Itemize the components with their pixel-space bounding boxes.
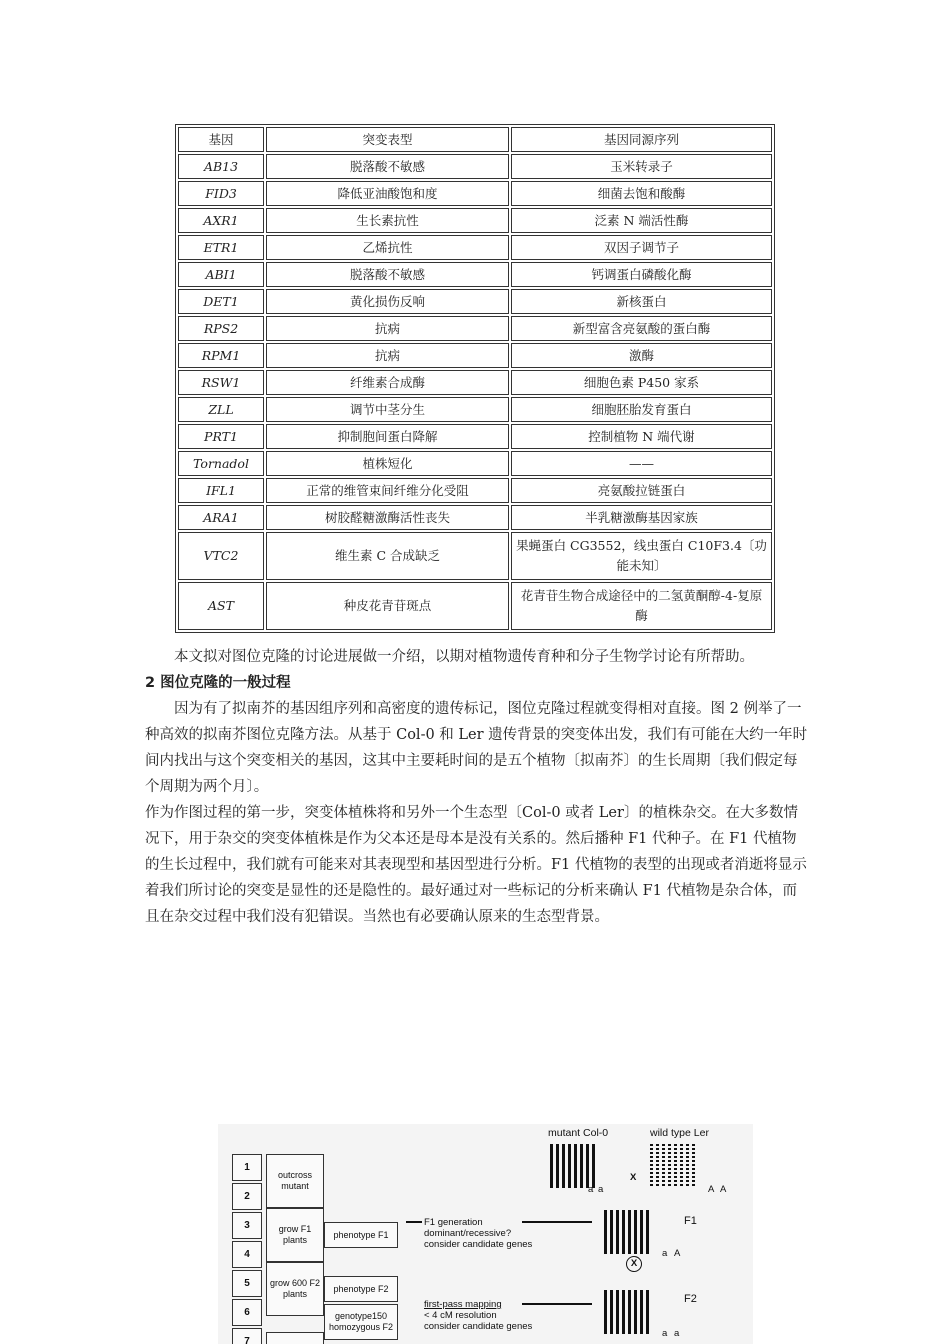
homolog-cell: 细胞色素 P450 家系 (511, 370, 772, 395)
self-cross-icon: X (626, 1256, 642, 1272)
chromosome-bar (556, 1144, 559, 1188)
phenotype-f1-box (324, 1222, 398, 1248)
allele-label: a (598, 1184, 604, 1195)
table-row (178, 154, 772, 179)
allele-label: a (662, 1248, 668, 1259)
grow-f2-box (266, 1262, 324, 1316)
phenotype-cell: 调节中茎分生 (266, 397, 509, 422)
wild-type-label: wild type Ler (650, 1127, 709, 1139)
phenotype-cell: 纤维素合成酶 (266, 370, 509, 395)
gene-table (175, 124, 775, 633)
step-number: 3 (232, 1212, 262, 1239)
gene-name-cell: ABI1 (178, 262, 264, 287)
table-row (178, 582, 772, 630)
gene-name-cell: AST (178, 582, 264, 630)
homolog-cell: 细菌去饱和酸酶 (511, 181, 772, 206)
cross-x-label: X (630, 1172, 637, 1183)
f2-chromosomes (604, 1290, 649, 1334)
chromosome-bar (686, 1144, 689, 1188)
homolog-cell: 半乳糖激酶基因家族 (511, 505, 772, 530)
homolog-cell: 激酶 (511, 343, 772, 368)
homolog-cell: 钙调蛋白磷酸化酶 (511, 262, 772, 287)
f1-label: F1 (684, 1215, 697, 1227)
homolog-cell: 玉米转录子 (511, 154, 772, 179)
arrow-f2-right (522, 1303, 592, 1305)
header-homolog: 基因同源序列 (511, 127, 772, 152)
homolog-cell: 细胞胚胎发育蛋白 (511, 397, 772, 422)
homolog-cell: 双因子调节子 (511, 235, 772, 260)
allele-label: a (674, 1328, 680, 1339)
mutant-chromosomes (550, 1144, 595, 1188)
gene-table-body (178, 127, 772, 630)
genotype-label: genotype150 homozygous F2 (328, 1311, 394, 1332)
chromosome-bar (604, 1290, 607, 1334)
table-row (178, 235, 772, 260)
homolog-cell: 果蝇蛋白 CG3552，线虫蛋白 C10F3.4〔功能未知〕 (511, 532, 772, 580)
table-row (178, 343, 772, 368)
phenotype-cell: 抗病 (266, 343, 509, 368)
mapping-figure (218, 1124, 753, 1344)
mutant-label: mutant Col-0 (548, 1127, 609, 1139)
gene-name-cell: RPM1 (178, 343, 264, 368)
homolog-cell: 新核蛋白 (511, 289, 772, 314)
homolog-cell: 泛素 N 端活性酶 (511, 208, 772, 233)
homolog-cell: —— (511, 451, 772, 476)
chromosome-bar (610, 1210, 613, 1254)
phenotype-cell: 正常的维管束间纤维分化受阻 (266, 478, 509, 503)
outcross-box (266, 1154, 324, 1208)
table-row (178, 370, 772, 395)
grow-f2-label: grow 600 F2 plants (269, 1278, 321, 1299)
step-number: 5 (232, 1270, 262, 1297)
gene-name-cell: RPS2 (178, 316, 264, 341)
allele-label: A (708, 1184, 715, 1195)
table-row (178, 208, 772, 233)
gene-name-cell: AXR1 (178, 208, 264, 233)
table-row (178, 451, 772, 476)
gene-name-cell: DET1 (178, 289, 264, 314)
paragraph-first-step: 作为作图过程的第一步，突变体植株将和另外一个生态型〔Col-0 或者 Ler〕的植株杂交。在大多数情况下，用于杂交的突变体植株是作为父本还是母本是没有关系的。然后播种 F1 代种子。在 F1 代植物的生长过程中，我们就有可能来对其表现型和基因型进行分析。F1 代植物的表型的出现或者消逝将显示着我们所讨论的突变是显性的还是隐性的。最好通过对一些标记的分析来确认 F1 代植物是杂合体，而且在杂交过程中我们没有犯错误。当然也有必要确认原来的生态型背景。 (145, 805, 807, 925)
step-number: 6 (232, 1299, 262, 1326)
phenotype-cell: 生长素抗性 (266, 208, 509, 233)
f1-note-line: F1 generation (424, 1217, 483, 1228)
table-row (178, 478, 772, 503)
chromosome-bar (634, 1290, 637, 1334)
phenotype-cell: 抑制胞间蛋白降解 (266, 424, 509, 449)
chromosome-bar (592, 1144, 595, 1188)
phenotype-cell: 种皮花青苷斑点 (266, 582, 509, 630)
chromosome-bar (616, 1290, 619, 1334)
chromosome-bar (568, 1144, 571, 1188)
table-row (178, 505, 772, 530)
table-row (178, 424, 772, 449)
f2-label: F2 (684, 1293, 697, 1305)
paragraph-intro: 本文拟对图位克隆的讨论进展做一介绍，以期对植物遗传育种和分子生物学讨论有所帮助。 (174, 649, 754, 665)
mapping-note-line: first-pass mapping (424, 1299, 502, 1310)
wild-type-chromosomes (650, 1144, 695, 1188)
gene-name-cell: ETR1 (178, 235, 264, 260)
table-row (178, 181, 772, 206)
homolog-cell: 控制植物 N 端代谢 (511, 424, 772, 449)
phenotype-cell: 维生素 C 合成缺乏 (266, 532, 509, 580)
table-header-row (178, 127, 772, 152)
chromosome-bar (622, 1210, 625, 1254)
gene-name-cell: Tornadol (178, 451, 264, 476)
chromosome-bar (622, 1290, 625, 1334)
step-number: 1 (232, 1154, 262, 1181)
chromosome-bar (610, 1290, 613, 1334)
chromosome-bar (662, 1144, 665, 1188)
paragraph-method: 因为有了拟南芥的基因组序列和高密度的遗传标记，图位克隆过程就变得相对直接。图 2 例举了一种高效的拟南芥图位克隆方法。从基于 Col-0 和 Ler 遗传背景的突变体出发，我们有可能在大约一年时间内找出与这个突变相关的基因，这其中主要耗时间的是五个植物〔拟南芥〕的生长周期〔我们假定每个周期为两个月〕。 (145, 701, 808, 795)
f1-note (424, 1217, 532, 1250)
chromosome-bar (668, 1144, 671, 1188)
step-number: 4 (232, 1241, 262, 1268)
chromosome-bar (562, 1144, 565, 1188)
table-row (178, 397, 772, 422)
chromosome-bar (586, 1144, 589, 1188)
grow-f1-box (266, 1208, 324, 1262)
chromosome-bar (574, 1144, 577, 1188)
gene-name-cell: FID3 (178, 181, 264, 206)
mapping-note-line: consider candidate genes (424, 1321, 533, 1332)
step-number: 2 (232, 1183, 262, 1210)
phenotype-f1-label: phenotype F1 (333, 1229, 389, 1240)
step-number-column (232, 1154, 262, 1344)
phenotype-cell: 黄化损伤反响 (266, 289, 509, 314)
homolog-cell: 亮氨酸拉链蛋白 (511, 478, 772, 503)
table-row (178, 316, 772, 341)
phenotype-cell: 抗病 (266, 316, 509, 341)
chromosome-bar (640, 1210, 643, 1254)
table-row (178, 289, 772, 314)
phenotype-cell: 乙烯抗性 (266, 235, 509, 260)
f1-chromosomes (604, 1210, 649, 1254)
phenotype-cell: 脱落酸不敏感 (266, 262, 509, 287)
chromosome-bar (616, 1210, 619, 1254)
allele-label: A (674, 1248, 681, 1259)
gene-name-cell: AB13 (178, 154, 264, 179)
section-heading: 2 图位克隆的一般过程 (145, 675, 291, 691)
allele-label: a (662, 1328, 668, 1339)
phenotype-f2-label: phenotype F2 (333, 1283, 389, 1294)
body-text (145, 644, 810, 930)
gene-name-cell: IFL1 (178, 478, 264, 503)
phenotype-cell: 植株短化 (266, 451, 509, 476)
gene-name-cell: RSW1 (178, 370, 264, 395)
gene-name-cell: ARA1 (178, 505, 264, 530)
genotype-box (324, 1304, 398, 1340)
gene-name-cell: PRT1 (178, 424, 264, 449)
gene-name-cell: VTC2 (178, 532, 264, 580)
step-number: 7 (232, 1328, 262, 1344)
chromosome-bar (656, 1144, 659, 1188)
f1-note-line: consider candidate genes (424, 1239, 533, 1250)
chromosome-bar (680, 1144, 683, 1188)
chromosome-bar (580, 1144, 583, 1188)
mapping-note-line: < 4 cM resolution (424, 1310, 497, 1321)
chromosome-bar (692, 1144, 695, 1188)
mapping-note (424, 1299, 532, 1332)
f1-note-line: dominant/recessive? (424, 1228, 512, 1239)
allele-label: a (588, 1184, 594, 1195)
gene-name-cell: ZLL (178, 397, 264, 422)
header-phenotype: 突变表型 (266, 127, 509, 152)
allele-label: A (720, 1184, 727, 1195)
header-gene: 基因 (178, 127, 264, 152)
phenotype-cell: 树胶醛糖激酶活性丧失 (266, 505, 509, 530)
phenotype-cell: 降低亚油酸饱和度 (266, 181, 509, 206)
chromosome-bar (550, 1144, 553, 1188)
chromosome-bar (674, 1144, 677, 1188)
chromosome-bar (650, 1144, 653, 1188)
chromosome-bar (634, 1210, 637, 1254)
chromosome-bar (604, 1210, 607, 1254)
arrow-f1-right (522, 1221, 592, 1223)
phenotype-cell: 脱落酸不敏感 (266, 154, 509, 179)
chromosome-bar (640, 1290, 643, 1334)
outcross-label: outcross mutant (277, 1170, 312, 1191)
phenotype-f2-box (324, 1276, 398, 1302)
homolog-cell: 新型富含亮氨酸的蛋白酶 (511, 316, 772, 341)
next-step-box (266, 1332, 324, 1344)
chromosome-bar (646, 1290, 649, 1334)
arrow-f1-left (406, 1221, 422, 1223)
table-row (178, 532, 772, 580)
table-row (178, 262, 772, 287)
chromosome-bar (646, 1210, 649, 1254)
homolog-cell: 花青苷生物合成途径中的二氢黄酮醇-4-复原酶 (511, 582, 772, 630)
chromosome-bar (628, 1210, 631, 1254)
grow-f1-label: grow F1 plants (278, 1224, 312, 1245)
chromosome-bar (628, 1290, 631, 1334)
